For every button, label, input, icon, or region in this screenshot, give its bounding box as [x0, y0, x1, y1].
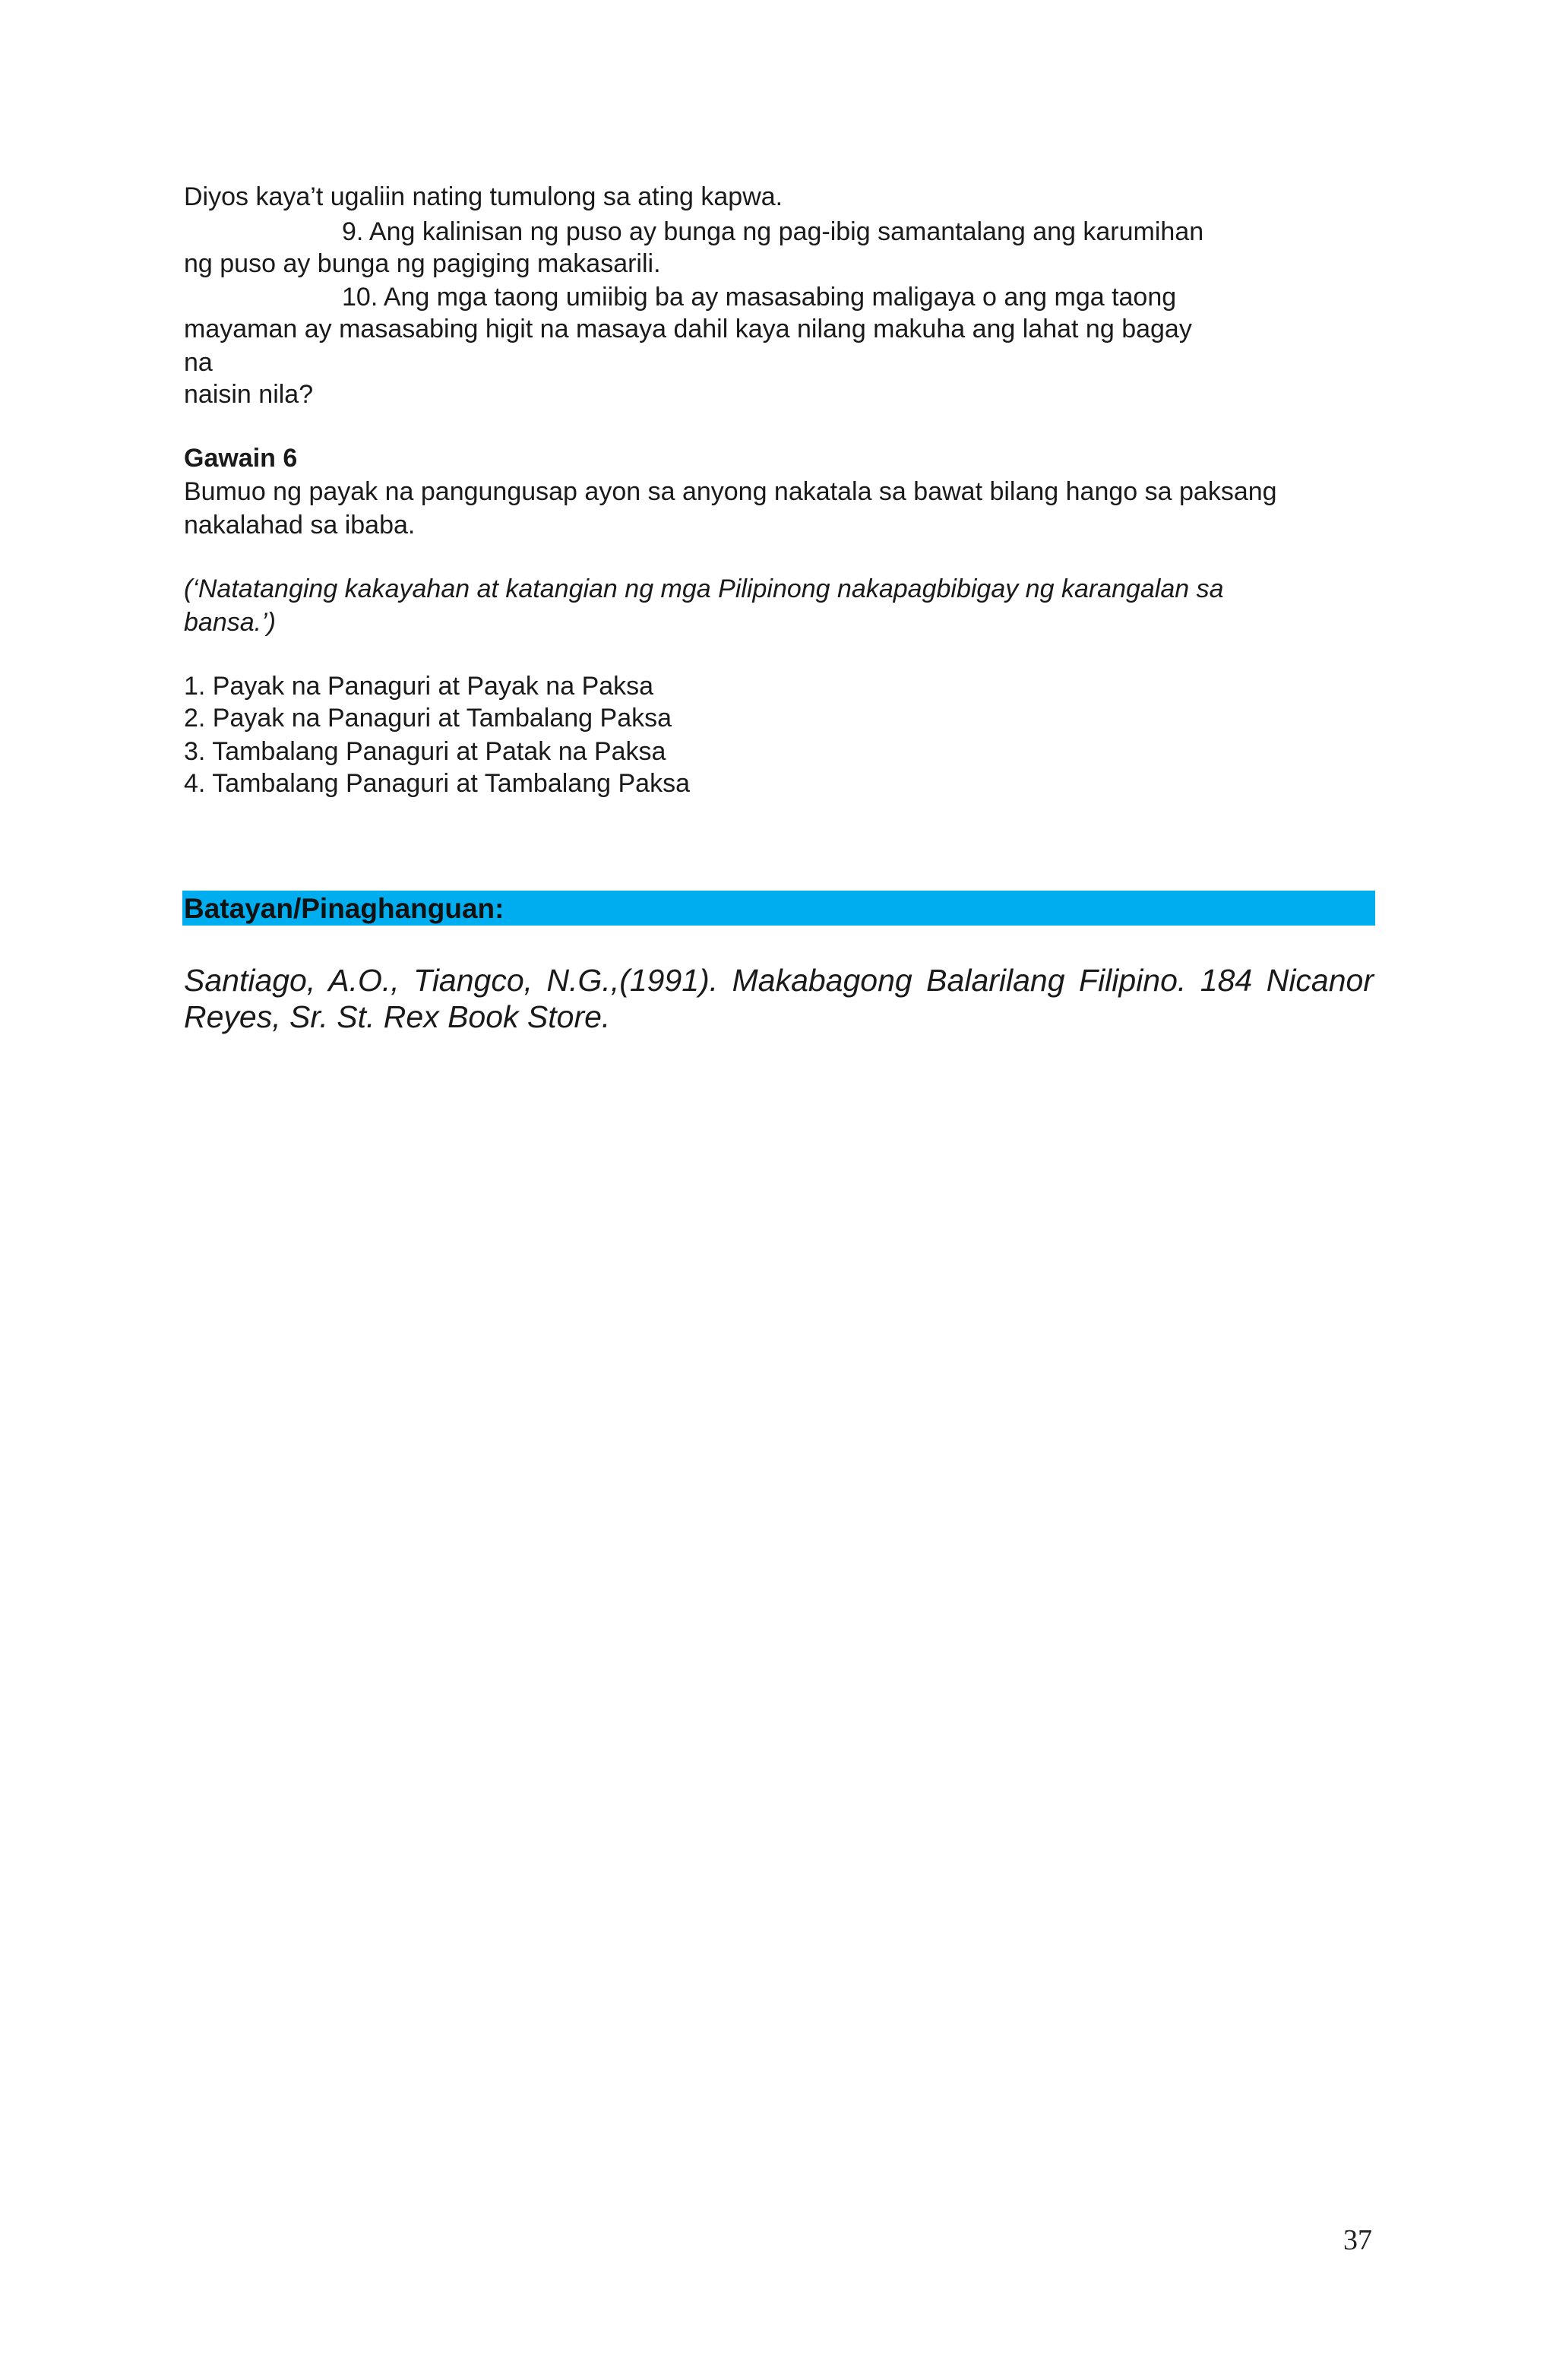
gawain-item: 4. Tambalang Panaguri at Tambalang Paksa — [184, 769, 690, 798]
page-number: 37 — [1343, 2224, 1372, 2256]
list-item-9: 9. Ang kalinisan ng puso ay bunga ng pag-ibig samantalang ang karumihan — [342, 217, 1204, 246]
body-line: na — [184, 348, 213, 377]
gawain-title: Gawain 6 — [184, 444, 298, 473]
references-heading: Batayan/Pinaghanguan: — [184, 893, 504, 924]
body-line: naisin nila? — [184, 380, 314, 409]
gawain-item: 2. Payak na Panaguri at Tambalang Paksa — [184, 704, 672, 733]
gawain-topic: bansa.’) — [184, 608, 276, 637]
gawain-instruction: Bumuo ng payak na pangungusap ayon sa anyong nakatala sa bawat bilang hango sa paksang — [184, 477, 1277, 506]
reference-line: Reyes, Sr. St. Rex Book Store. — [184, 999, 611, 1034]
body-line: Diyos kaya’t ugaliin nating tumulong sa ating kapwa. — [184, 182, 783, 211]
body-line: mayaman ay masasabing higit na masaya dahil kaya nilang makuha ang lahat ng bagay — [184, 315, 1192, 343]
reference-line: Santiago, A.O., Tiangco, N.G.,(1991). Makabagong Balarilang Filipino. 184 Nicanor — [184, 963, 1374, 998]
body-line: ng puso ay bunga ng pagiging makasarili. — [184, 249, 661, 278]
gawain-topic: (‘Natatanging kakayahan at katangian ng mga Pilipinong nakapagbibigay ng karangalan sa — [184, 574, 1224, 603]
gawain-instruction: nakalahad sa ibaba. — [184, 511, 416, 540]
gawain-item: 3. Tambalang Panaguri at Patak na Paksa — [184, 737, 666, 766]
list-item-10: 10. Ang mga taong umiibig ba ay masasabing maligaya o ang mga taong — [342, 283, 1177, 312]
gawain-item: 1. Payak na Panaguri at Payak na Paksa — [184, 672, 654, 701]
